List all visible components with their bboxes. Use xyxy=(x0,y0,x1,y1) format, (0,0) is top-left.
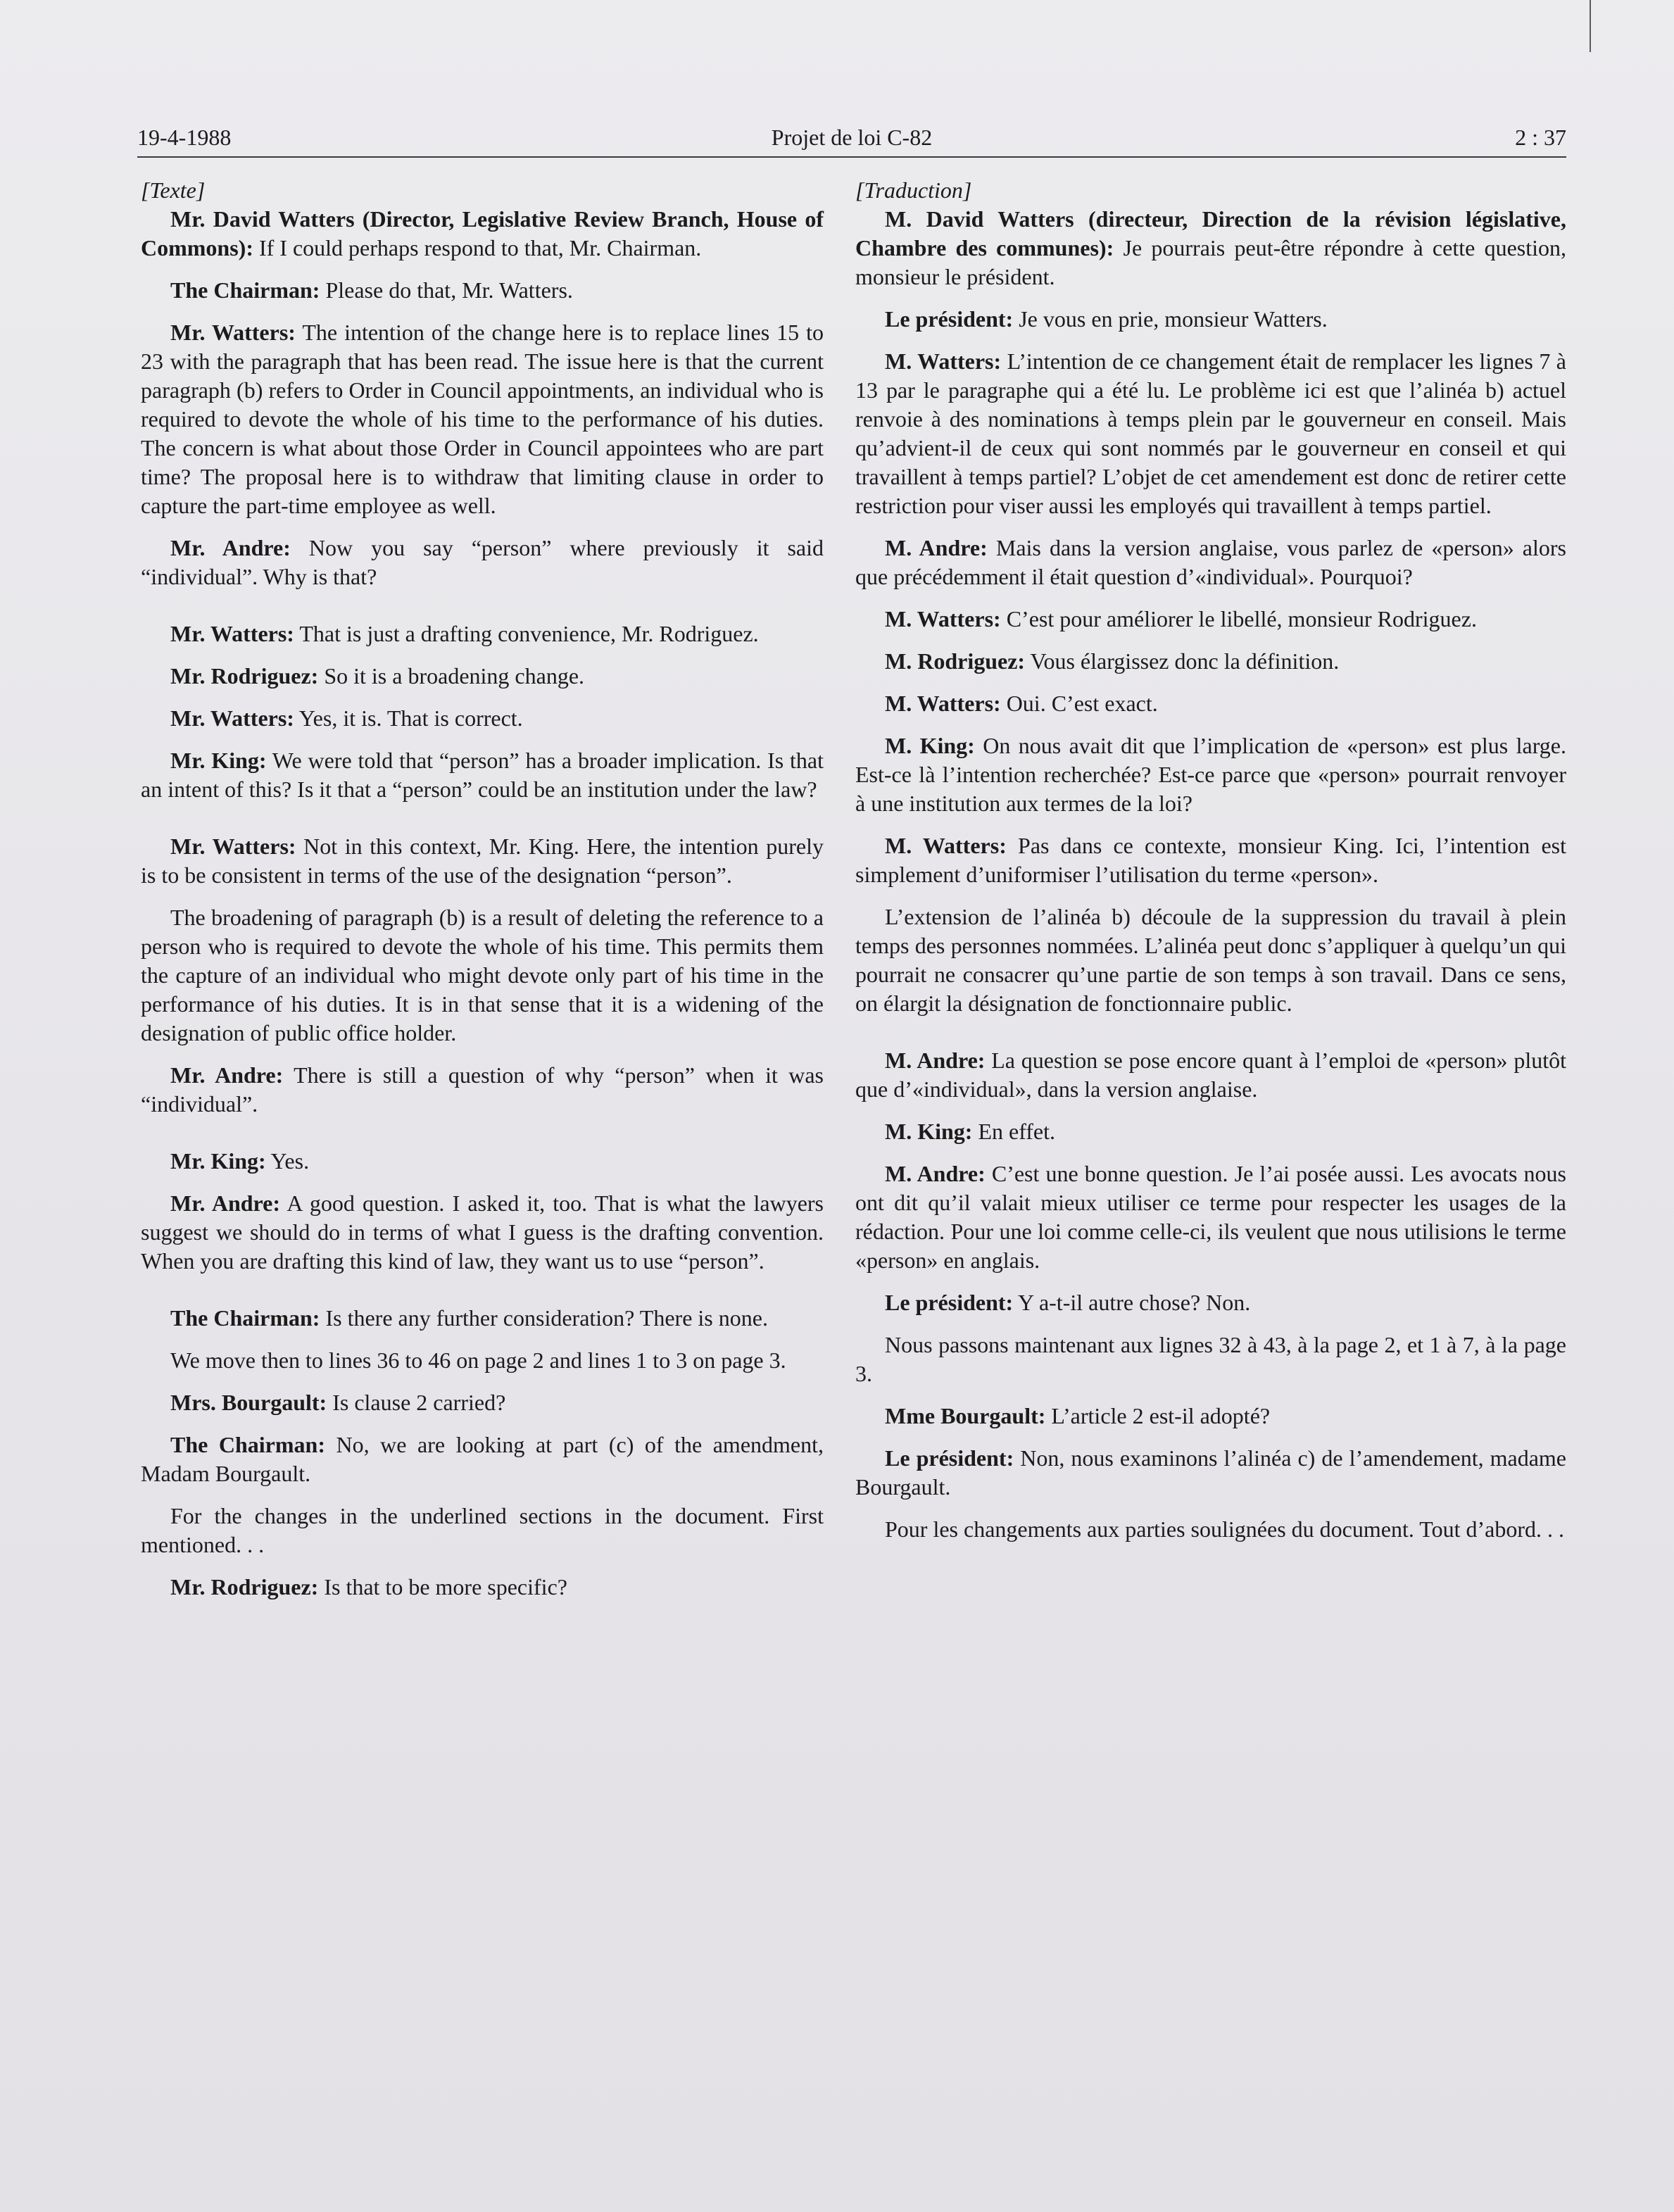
header-page-number: 2 : 37 xyxy=(1515,125,1566,150)
speech: Non, nous examinons l’alinéa c) de l’amendement, madame Bourgault. xyxy=(855,1445,1567,1500)
paragraph xyxy=(141,662,824,691)
speech: Mais dans la version anglaise, vous parlez de «person» alors que précédemment il était question d’«individual». Pourquoi? xyxy=(855,535,1567,589)
paragraph xyxy=(141,1304,824,1333)
translation-tag: [Traduction] xyxy=(855,177,972,203)
header-rule xyxy=(137,156,1566,158)
speech: Je pourrais peut-être répondre à cette question, monsieur le président. xyxy=(855,235,1567,289)
paragraph xyxy=(855,831,1566,889)
paragraph xyxy=(141,318,824,520)
header-title: Projet de loi C-82 xyxy=(771,125,933,150)
paragraph xyxy=(855,647,1566,676)
speech: L’extension de l’alinéa b) découle de la suppression du travail à plein temps des personnes nommées. L’alinéa peut donc s’appliquer à quelqu’un qui pourrait ne consacrer qu’une partie de son temps à son travail. Dans ce sens, on élargit la désignation de fonctionnaire public. xyxy=(855,904,1566,1016)
paragraph xyxy=(855,205,1566,291)
paragraph xyxy=(855,1331,1566,1388)
speech: We were told that “person” has a broader implication. Is that an intent of this? Is it that a “person” could be an institution under the law? xyxy=(141,748,824,802)
speech: There is still a question of why “person” when it was “individual”. xyxy=(141,1062,824,1117)
paragraph xyxy=(855,605,1566,634)
speaker: The Chairman: xyxy=(170,1432,325,1457)
speaker: Le président: xyxy=(885,1445,1014,1471)
speaker: Mr. Watters: xyxy=(170,834,296,859)
speech: Je vous en prie, monsieur Watters. xyxy=(1013,306,1328,332)
speaker: Mr. Andre: xyxy=(170,1062,284,1088)
speech: Nous passons maintenant aux lignes 32 à 43, à la page 2, et 1 à 7, à la page 3. xyxy=(855,1332,1566,1386)
speech: So it is a broadening change. xyxy=(318,663,585,689)
speaker: M. Watters: xyxy=(885,691,1001,716)
header-date: 19-4-1988 xyxy=(137,125,232,150)
speaker: Mr. Andre: xyxy=(170,1190,281,1216)
speaker: Mr. Watters: xyxy=(170,320,296,345)
speaker: Mr. Watters: xyxy=(170,621,294,646)
speaker: The Chairman: xyxy=(170,277,320,303)
speaker: Mrs. Bourgault: xyxy=(170,1390,327,1415)
speech: The broadening of paragraph (b) is a result of deleting the reference to a person who is required to devote the whole of his time. This permits them the capture of an individual who might devote only part of his time in the performance of his duties. It is in that sense that it is a widening of the designation of public office holder. xyxy=(141,905,824,1045)
speech: Pour les changements aux parties soulignées du document. Tout d’abord. . . xyxy=(885,1516,1564,1542)
speaker: Mr. King: xyxy=(170,748,267,773)
paragraph xyxy=(141,1189,824,1276)
paragraph xyxy=(141,1147,824,1176)
paragraph xyxy=(855,534,1566,591)
paragraph xyxy=(855,1402,1566,1431)
speech: L’article 2 est-il adopté? xyxy=(1045,1403,1271,1428)
speech: Now you say “person” where previously it said “individual”. Why is that? xyxy=(141,535,824,589)
paragraph xyxy=(141,1346,824,1375)
paragraph xyxy=(855,1046,1566,1104)
speaker: Mr. Rodriguez: xyxy=(170,663,319,689)
speaker: Mr. Rodriguez: xyxy=(170,1574,319,1600)
paragraph xyxy=(855,1160,1566,1275)
page-edge-mark xyxy=(1590,0,1591,52)
speaker: Mr. Watters: xyxy=(170,705,294,731)
speaker: M. King: xyxy=(885,1119,973,1144)
page-header xyxy=(137,120,1566,155)
paragraph xyxy=(855,903,1566,1018)
paragraph xyxy=(855,305,1566,334)
paragraph xyxy=(141,620,824,648)
speech: Pas dans ce contexte, monsieur King. Ici, l’intention est simplement d’uniformiser l’utilisation du terme «person». xyxy=(855,833,1567,887)
speech: The intention of the change here is to replace lines 15 to 23 with the paragraph that has been read. The issue here is that the current paragraph (b) refers to Order in Council appointments, an individual who is required to devote the whole of his time to the performance of his duties. The concern is what about those Order in Council appointees who are part time? The proposal here is to withdraw that limiting clause in order to capture the part-time employee as well. xyxy=(141,320,824,518)
speech: La question se pose encore quant à l’emploi de «person» plutôt que d’«individual», dans la version anglaise. xyxy=(855,1048,1567,1102)
paragraph xyxy=(855,731,1566,818)
paragraph xyxy=(141,1388,824,1417)
paragraph xyxy=(141,832,824,890)
speech: No, we are looking at part (c) of the amendment, Madam Bourgault. xyxy=(141,1432,824,1486)
paragraph xyxy=(141,276,824,305)
speaker: Le président: xyxy=(885,306,1014,332)
speech: Oui. C’est exact. xyxy=(1000,691,1158,716)
speaker: Le président: xyxy=(885,1290,1014,1315)
paragraph xyxy=(855,689,1566,718)
paragraph xyxy=(855,1117,1566,1146)
paragraph xyxy=(141,746,824,804)
speaker: The Chairman: xyxy=(170,1305,320,1331)
speech: Yes, it is. That is correct. xyxy=(294,705,523,731)
speaker: M. Andre: xyxy=(885,1048,986,1073)
paragraph xyxy=(141,205,824,263)
speech: Not in this context, Mr. King. Here, the intention purely is to be consistent in terms of the use of the designation “person”. xyxy=(141,834,824,888)
speech: Is that to be more specific? xyxy=(318,1574,567,1600)
speech: If I could perhaps respond to that, Mr. Chairman. xyxy=(253,235,702,260)
speaker: M. David Watters (directeur, Direction de la révision législative, Chambre des communes): xyxy=(855,206,1566,260)
speech: A good question. I asked it, too. That is what the lawyers suggest we should do in terms of what I guess is the drafting convention. When you are drafting this kind of law, they want us to use “person”. xyxy=(141,1190,824,1274)
paragraph xyxy=(141,1431,824,1488)
speaker: M. Watters: xyxy=(885,606,1001,631)
speaker: M. Rodriguez: xyxy=(885,648,1026,674)
paragraph xyxy=(141,704,824,733)
paragraph xyxy=(855,1288,1566,1317)
speaker: Mme Bourgault: xyxy=(885,1403,1046,1428)
text-tag: [Texte] xyxy=(141,177,206,203)
paragraph xyxy=(855,1515,1566,1544)
english-column xyxy=(141,169,824,1615)
speech: Yes. xyxy=(265,1148,310,1174)
speech: C’est pour améliorer le libellé, monsieur Rodriguez. xyxy=(1000,606,1477,631)
speech: We move then to lines 36 to 46 on page 2 and lines 1 to 3 on page 3. xyxy=(170,1347,786,1373)
speech: Vous élargissez donc la définition. xyxy=(1025,648,1340,674)
speech: On nous avait dit que l’implication de «person» est plus large. Est-ce là l’intention recherchée? Est-ce parce que «person» pourrait renvoyer à une institution aux termes de la loi? xyxy=(855,733,1567,816)
paragraph xyxy=(855,347,1566,520)
speech: En effet. xyxy=(972,1119,1056,1144)
speech: For the changes in the underlined sections in the document. First mentioned. . . xyxy=(141,1503,824,1557)
french-column xyxy=(855,169,1566,1557)
paragraph xyxy=(141,1502,824,1559)
speaker: M. Andre: xyxy=(885,535,988,560)
speech: That is just a drafting convenience, Mr. Rodriguez. xyxy=(294,621,759,646)
speaker: M. King: xyxy=(885,733,975,758)
speaker: M. Watters: xyxy=(885,348,1002,374)
speech: L’intention de ce changement était de remplacer les lignes 7 à 13 par le paragraphe qui a été lu. Le problème ici est que l’alinéa b) actuel renvoie à des nominations à temps plein par le gouverneur en conseil. Mais qu’advient-il de ceux qui sont nommés par le gouverneur en conseil et qui travaillent à temps partiel? L’objet de cet amendement est donc de retirer cette restriction pour viser aussi les employés qui travaillent à temps partiel. xyxy=(855,348,1567,518)
paragraph xyxy=(141,534,824,591)
paragraph xyxy=(855,1444,1566,1502)
speaker: Mr. Andre: xyxy=(170,535,291,560)
speaker: M. Andre: xyxy=(885,1161,986,1186)
paragraph xyxy=(141,1573,824,1602)
speech: Please do that, Mr. Watters. xyxy=(320,277,573,303)
speaker: Mr. King: xyxy=(170,1148,266,1174)
speech: Y a-t-il autre chose? Non. xyxy=(1013,1290,1251,1315)
speech: C’est une bonne question. Je l’ai posée aussi. Les avocats nous ont dit qu’il valait mieux utiliser ce terme pour respecter les usages de la rédaction. Pour une loi comme celle-ci, ils veulent que nous utilisions le terme «person» en anglais. xyxy=(855,1161,1567,1273)
paragraph xyxy=(141,1061,824,1119)
paragraph xyxy=(141,903,824,1048)
speaker: M. Watters: xyxy=(885,833,1007,858)
speech: Is there any further consideration? There is none. xyxy=(320,1305,768,1331)
speech: Is clause 2 carried? xyxy=(327,1390,506,1415)
speaker: Mr. David Watters (Director, Legislative Review Branch, House of Commons): xyxy=(141,206,824,260)
